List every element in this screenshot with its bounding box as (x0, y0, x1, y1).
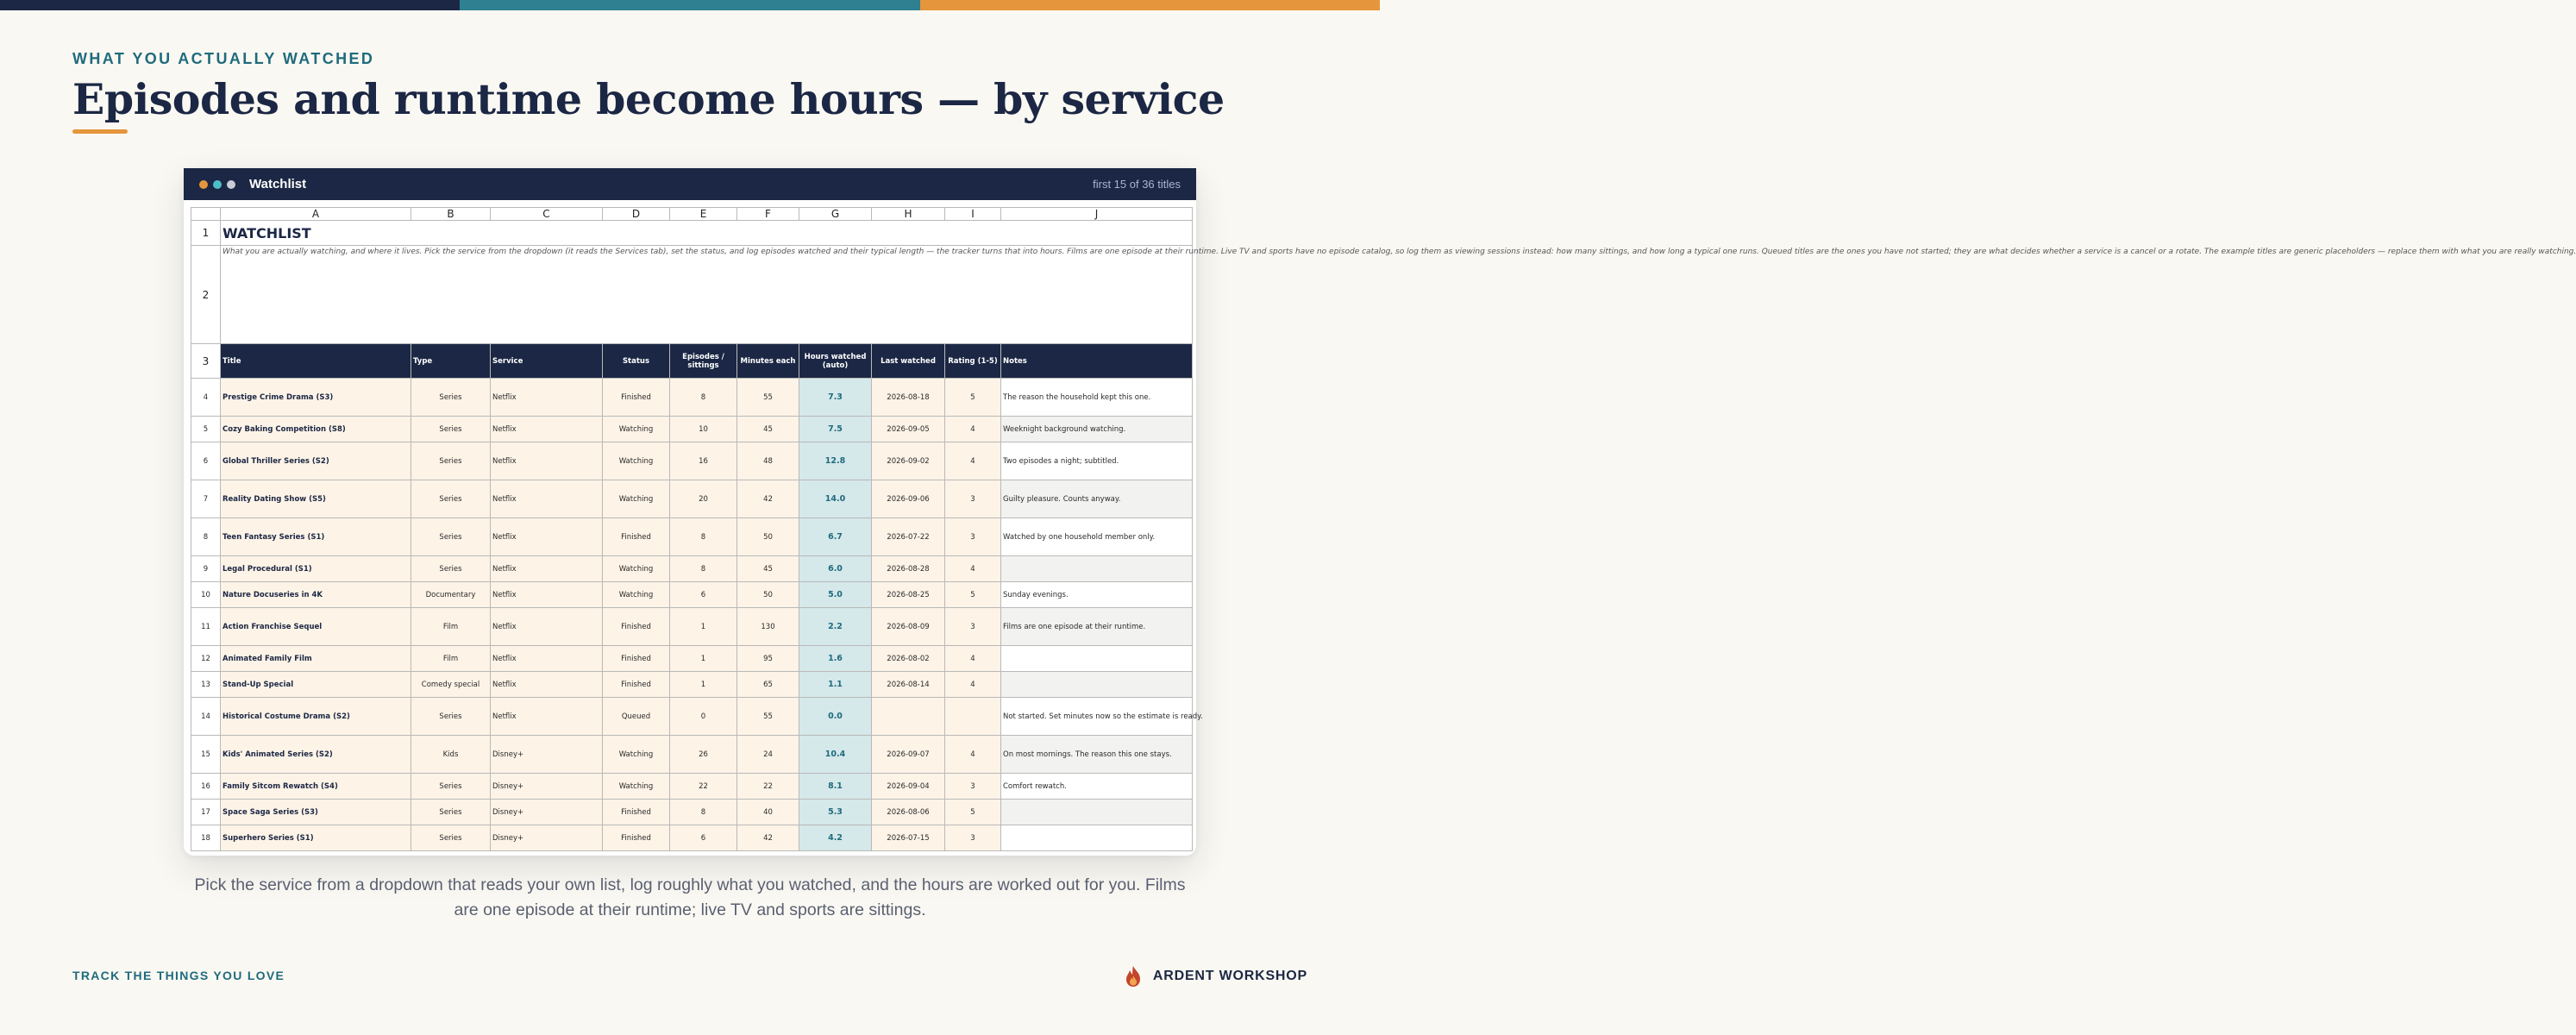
spreadsheet-window (184, 168, 2576, 856)
cell-status[interactable]: Finished (603, 646, 670, 672)
header-rating[interactable]: Rating (1-5) (945, 344, 1001, 379)
cell-rating[interactable]: 4 (945, 556, 1001, 582)
header-title[interactable]: Title (221, 344, 411, 379)
footer-brand (1124, 965, 1307, 988)
window-title: Watchlist (249, 177, 307, 191)
column-header[interactable]: A (221, 208, 411, 221)
cell-last-watched[interactable]: 2026-09-05 (872, 417, 945, 442)
window-dot-orange (199, 180, 208, 189)
window-dot-gray (227, 180, 235, 189)
eyebrow: WHAT YOU ACTUALLY WATCHED (72, 50, 375, 67)
cell-last-watched[interactable] (872, 698, 945, 736)
table-row (191, 736, 1193, 774)
column-header[interactable]: E (670, 208, 737, 221)
cell-last-watched[interactable]: 2026-08-06 (872, 800, 945, 825)
cell-episodes[interactable]: 6 (670, 825, 737, 851)
cell-status[interactable]: Finished (603, 672, 670, 698)
cell-episodes[interactable]: 6 (670, 582, 737, 608)
cell-episodes[interactable]: 1 (670, 646, 737, 672)
cell-last-watched[interactable]: 2026-08-25 (872, 582, 945, 608)
cell-hours[interactable]: 1.1 (799, 672, 872, 698)
row-number[interactable]: 10 (191, 582, 221, 608)
header-type[interactable]: Type (411, 344, 491, 379)
cell-notes[interactable]: Not started. Set minutes now so the estimate is ready. (1001, 698, 1193, 736)
table-row (191, 518, 1193, 556)
cell-rating[interactable]: 5 (945, 379, 1001, 417)
cell-hours[interactable]: 0.0 (799, 698, 872, 736)
top-accent-bar (0, 0, 1380, 10)
header-notes[interactable]: Notes (1001, 344, 1193, 379)
column-header[interactable]: J (1001, 208, 1193, 221)
row-number[interactable]: 13 (191, 672, 221, 698)
cell-service[interactable]: Disney+ (491, 800, 603, 825)
cell-title[interactable]: Nature Docuseries in 4K (221, 582, 411, 608)
cell-episodes[interactable]: 8 (670, 556, 737, 582)
table-row (191, 825, 1193, 851)
row-number[interactable]: 15 (191, 736, 221, 774)
cell-episodes[interactable]: 26 (670, 736, 737, 774)
cell-title[interactable]: Action Franchise Sequel (221, 608, 411, 646)
table-row (191, 442, 1193, 480)
cell-status[interactable]: Finished (603, 518, 670, 556)
table-header-row (191, 344, 1193, 379)
cell-minutes[interactable]: 42 (737, 825, 799, 851)
cell-episodes[interactable]: 20 (670, 480, 737, 518)
cell-status[interactable]: Watching (603, 556, 670, 582)
cell-rating[interactable]: 4 (945, 736, 1001, 774)
cell-hours[interactable]: 5.0 (799, 582, 872, 608)
cell-status[interactable]: Watching (603, 480, 670, 518)
header-minutes[interactable]: Minutes each (737, 344, 799, 379)
cell-type[interactable]: Series (411, 442, 491, 480)
row-number[interactable]: 18 (191, 825, 221, 851)
table-row (191, 646, 1193, 672)
column-header[interactable]: F (737, 208, 799, 221)
accent-segment-orange (920, 0, 1380, 10)
cell-title[interactable]: Superhero Series (S1) (221, 825, 411, 851)
cell-episodes[interactable]: 8 (670, 800, 737, 825)
caption: Pick the service from a dropdown that reads your own list, log roughly what you watched, and the hours are worked out for you. Films are one episode at their runtime; live TV and sports are sittings. (194, 875, 1186, 919)
cell-notes[interactable] (1001, 556, 1193, 582)
cell-title[interactable]: Stand-Up Special (221, 672, 411, 698)
cell-title[interactable]: Legal Procedural (S1) (221, 556, 411, 582)
cell-status[interactable]: Queued (603, 698, 670, 736)
cell-status[interactable]: Watching (603, 417, 670, 442)
cell-minutes[interactable]: 42 (737, 480, 799, 518)
cell-service[interactable]: Netflix (491, 698, 603, 736)
cell-title[interactable]: Cozy Baking Competition (S8) (221, 417, 411, 442)
cell-service[interactable]: Netflix (491, 646, 603, 672)
row-number[interactable]: 2 (191, 246, 221, 344)
cell-title[interactable]: Prestige Crime Drama (S3) (221, 379, 411, 417)
cell-hours[interactable]: 8.1 (799, 774, 872, 800)
cell-title[interactable]: Space Saga Series (S3) (221, 800, 411, 825)
cell-hours[interactable]: 2.2 (799, 608, 872, 646)
table-row (191, 672, 1193, 698)
row-number[interactable]: 7 (191, 480, 221, 518)
cell-type[interactable]: Film (411, 646, 491, 672)
accent-segment-navy (0, 0, 460, 10)
window-dot-teal (213, 180, 222, 189)
table-row (191, 417, 1193, 442)
sheet-title-cell[interactable]: WATCHLIST (221, 221, 1193, 246)
cell-last-watched[interactable]: 2026-09-04 (872, 774, 945, 800)
cell-minutes[interactable]: 45 (737, 417, 799, 442)
column-header[interactable]: C (491, 208, 603, 221)
sheet-title-row (191, 221, 1193, 246)
window-note: first 15 of 36 titles (1093, 178, 1181, 191)
cell-notes[interactable] (1001, 672, 1193, 698)
cell-title[interactable]: Teen Fantasy Series (S1) (221, 518, 411, 556)
corner-cell[interactable] (191, 208, 221, 221)
cell-episodes[interactable]: 1 (670, 672, 737, 698)
column-header[interactable]: D (603, 208, 670, 221)
cell-notes[interactable] (1001, 646, 1193, 672)
cell-service[interactable]: Netflix (491, 417, 603, 442)
cell-status[interactable]: Finished (603, 608, 670, 646)
cell-notes[interactable]: Two episodes a night; subtitled. (1001, 442, 1193, 480)
row-number[interactable]: 17 (191, 800, 221, 825)
cell-rating[interactable]: 4 (945, 672, 1001, 698)
cell-type[interactable]: Series (411, 774, 491, 800)
cell-notes[interactable]: The reason the household kept this one. (1001, 379, 1193, 417)
cell-rating[interactable]: 3 (945, 774, 1001, 800)
cell-status[interactable]: Finished (603, 379, 670, 417)
cell-type[interactable]: Series (411, 480, 491, 518)
cell-service[interactable]: Netflix (491, 672, 603, 698)
row-number[interactable]: 9 (191, 556, 221, 582)
cell-hours[interactable]: 12.8 (799, 442, 872, 480)
cell-hours[interactable]: 6.7 (799, 518, 872, 556)
cell-episodes[interactable]: 8 (670, 518, 737, 556)
cell-status[interactable]: Watching (603, 442, 670, 480)
cell-minutes[interactable]: 50 (737, 518, 799, 556)
cell-status[interactable]: Finished (603, 825, 670, 851)
cell-service[interactable]: Netflix (491, 582, 603, 608)
cell-service[interactable]: Netflix (491, 480, 603, 518)
table-row (191, 774, 1193, 800)
cell-type[interactable]: Series (411, 825, 491, 851)
row-number[interactable]: 5 (191, 417, 221, 442)
cell-type[interactable]: Comedy special (411, 672, 491, 698)
cell-status[interactable]: Watching (603, 582, 670, 608)
header-last-watched[interactable]: Last watched (872, 344, 945, 379)
cell-status[interactable]: Watching (603, 774, 670, 800)
table-row (191, 582, 1193, 608)
cell-episodes[interactable]: 1 (670, 608, 737, 646)
sheet-area[interactable] (191, 207, 2576, 851)
cell-minutes[interactable]: 24 (737, 736, 799, 774)
cell-last-watched[interactable]: 2026-07-22 (872, 518, 945, 556)
cell-service[interactable]: Disney+ (491, 774, 603, 800)
cell-last-watched[interactable]: 2026-09-02 (872, 442, 945, 480)
title-underline (72, 129, 128, 134)
row-number[interactable]: 1 (191, 221, 221, 246)
cell-minutes[interactable]: 95 (737, 646, 799, 672)
table-row (191, 556, 1193, 582)
header-episodes[interactable]: Episodes / sittings (670, 344, 737, 379)
cell-hours[interactable]: 4.2 (799, 825, 872, 851)
cell-last-watched[interactable]: 2026-09-07 (872, 736, 945, 774)
cell-last-watched[interactable]: 2026-08-02 (872, 646, 945, 672)
cell-minutes[interactable]: 45 (737, 556, 799, 582)
header-status[interactable]: Status (603, 344, 670, 379)
cell-title[interactable]: Family Sitcom Rewatch (S4) (221, 774, 411, 800)
cell-hours[interactable]: 6.0 (799, 556, 872, 582)
cell-rating[interactable]: 3 (945, 480, 1001, 518)
row-number[interactable]: 4 (191, 379, 221, 417)
cell-notes[interactable] (1001, 825, 1193, 851)
cell-hours[interactable]: 7.5 (799, 417, 872, 442)
cell-notes[interactable]: Weeknight background watching. (1001, 417, 1193, 442)
cell-notes[interactable]: Comfort rewatch. (1001, 774, 1193, 800)
cell-service[interactable]: Disney+ (491, 825, 603, 851)
table-row (191, 379, 1193, 417)
cell-episodes[interactable]: 0 (670, 698, 737, 736)
cell-last-watched[interactable]: 2026-08-18 (872, 379, 945, 417)
cell-type[interactable]: Series (411, 800, 491, 825)
cell-episodes[interactable]: 8 (670, 379, 737, 417)
sheet-description-cell[interactable]: What you are actually watching, and where it lives. Pick the service from the dropdown (it reads the Services tab), set the status, and log episodes watched and their typical length — the tracker turns that into hours. Films are one episode at their runtime. Live TV and sports have no episode catalog, so log them as viewing sessions instead: how many sittings, and how long a typical one runs. Queued titles are the ones you have not started; they are what decides whether a service is a cancel or a rotate. The example titles are generic placeholders — replace them with what you are really watching. (221, 246, 1193, 344)
footer-tagline: TRACK THE THINGS YOU LOVE (72, 969, 285, 982)
cell-notes[interactable]: Watched by one household member only. (1001, 518, 1193, 556)
cell-episodes[interactable]: 22 (670, 774, 737, 800)
table-row (191, 800, 1193, 825)
header-service[interactable]: Service (491, 344, 603, 379)
cell-notes[interactable]: Films are one episode at their runtime. (1001, 608, 1193, 646)
cell-title[interactable]: Reality Dating Show (S5) (221, 480, 411, 518)
cell-hours[interactable]: 1.6 (799, 646, 872, 672)
cell-title[interactable]: Animated Family Film (221, 646, 411, 672)
cell-type[interactable]: Series (411, 379, 491, 417)
cell-rating[interactable] (945, 698, 1001, 736)
cell-title[interactable]: Global Thriller Series (S2) (221, 442, 411, 480)
brand-name: ARDENT WORKSHOP (1152, 969, 1307, 983)
column-header[interactable]: G (799, 208, 872, 221)
row-number[interactable]: 16 (191, 774, 221, 800)
row-number[interactable]: 3 (191, 344, 221, 379)
table-row (191, 698, 1193, 736)
cell-type[interactable]: Series (411, 556, 491, 582)
cell-minutes[interactable]: 65 (737, 672, 799, 698)
cell-episodes[interactable]: 10 (670, 417, 737, 442)
cell-minutes[interactable]: 55 (737, 698, 799, 736)
cell-type[interactable]: Film (411, 608, 491, 646)
cell-minutes[interactable]: 55 (737, 379, 799, 417)
cell-service[interactable]: Netflix (491, 518, 603, 556)
cell-notes[interactable]: Sunday evenings. (1001, 582, 1193, 608)
cell-notes[interactable] (1001, 800, 1193, 825)
column-header[interactable]: B (411, 208, 491, 221)
window-titlebar (184, 168, 1196, 200)
cell-service[interactable]: Netflix (491, 442, 603, 480)
cell-notes[interactable]: On most mornings. The reason this one stays. (1001, 736, 1193, 774)
page-title: Episodes and runtime become hours — by service (72, 74, 1225, 124)
cell-service[interactable]: Netflix (491, 379, 603, 417)
cell-type[interactable]: Series (411, 698, 491, 736)
cell-type[interactable]: Series (411, 518, 491, 556)
cell-title[interactable]: Kids' Animated Series (S2) (221, 736, 411, 774)
column-header[interactable]: H (872, 208, 945, 221)
watchlist-sheet[interactable] (191, 207, 2576, 851)
cell-notes[interactable]: Guilty pleasure. Counts anyway. (1001, 480, 1193, 518)
cell-minutes[interactable]: 48 (737, 442, 799, 480)
column-header[interactable]: I (945, 208, 1001, 221)
column-header-row (191, 208, 1193, 221)
cell-rating[interactable]: 5 (945, 800, 1001, 825)
row-number[interactable]: 8 (191, 518, 221, 556)
cell-episodes[interactable]: 16 (670, 442, 737, 480)
cell-type[interactable]: Documentary (411, 582, 491, 608)
cell-hours[interactable]: 7.3 (799, 379, 872, 417)
flame-icon (1124, 965, 1143, 988)
row-number[interactable]: 11 (191, 608, 221, 646)
row-number[interactable]: 6 (191, 442, 221, 480)
cell-rating[interactable]: 4 (945, 417, 1001, 442)
cell-service[interactable]: Disney+ (491, 736, 603, 774)
cell-rating[interactable]: 4 (945, 646, 1001, 672)
cell-hours[interactable]: 10.4 (799, 736, 872, 774)
cell-title[interactable]: Historical Costume Drama (S2) (221, 698, 411, 736)
sheet-description-row (191, 246, 1193, 344)
row-number[interactable]: 14 (191, 698, 221, 736)
cell-minutes[interactable]: 40 (737, 800, 799, 825)
cell-rating[interactable]: 5 (945, 582, 1001, 608)
cell-last-watched[interactable]: 2026-08-09 (872, 608, 945, 646)
cell-rating[interactable]: 3 (945, 608, 1001, 646)
cell-rating[interactable]: 3 (945, 518, 1001, 556)
cell-status[interactable]: Watching (603, 736, 670, 774)
cell-minutes[interactable]: 50 (737, 582, 799, 608)
cell-type[interactable]: Series (411, 417, 491, 442)
row-number[interactable]: 12 (191, 646, 221, 672)
cell-last-watched[interactable]: 2026-08-14 (872, 672, 945, 698)
cell-hours[interactable]: 14.0 (799, 480, 872, 518)
table-row (191, 608, 1193, 646)
cell-service[interactable]: Netflix (491, 556, 603, 582)
cell-rating[interactable]: 3 (945, 825, 1001, 851)
accent-segment-teal (460, 0, 919, 10)
cell-minutes[interactable]: 22 (737, 774, 799, 800)
cell-last-watched[interactable]: 2026-07-15 (872, 825, 945, 851)
table-row (191, 480, 1193, 518)
cell-minutes[interactable]: 130 (737, 608, 799, 646)
cell-status[interactable]: Finished (603, 800, 670, 825)
cell-type[interactable]: Kids (411, 736, 491, 774)
cell-last-watched[interactable]: 2026-09-06 (872, 480, 945, 518)
cell-last-watched[interactable]: 2026-08-28 (872, 556, 945, 582)
cell-rating[interactable]: 4 (945, 442, 1001, 480)
header-hours[interactable]: Hours watched (auto) (799, 344, 872, 379)
cell-hours[interactable]: 5.3 (799, 800, 872, 825)
cell-service[interactable]: Netflix (491, 608, 603, 646)
